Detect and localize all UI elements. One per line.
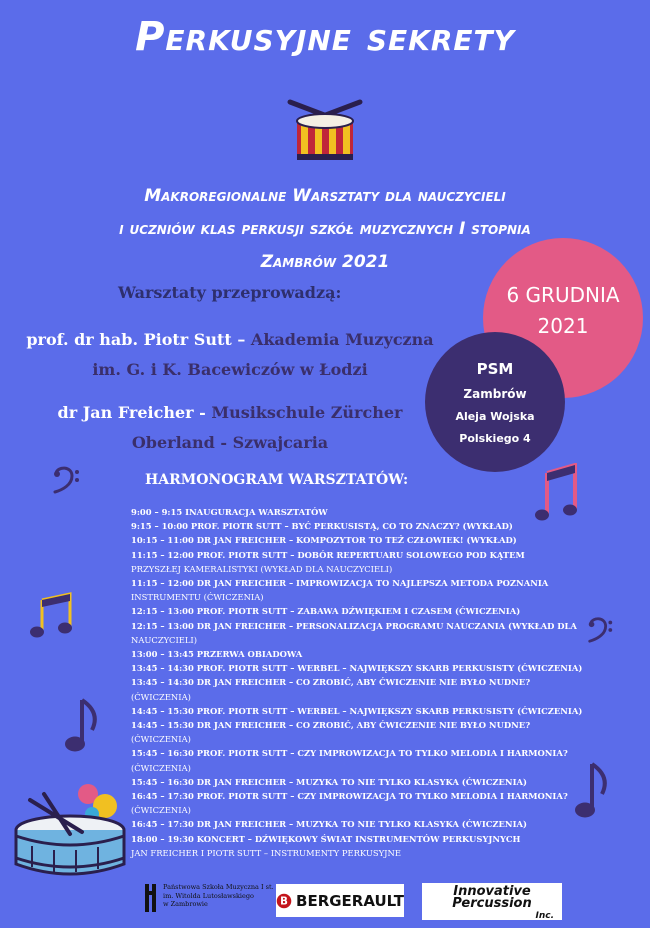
schedule-line: INSTRUMENTU (ĆWICZENIA) bbox=[131, 592, 264, 603]
schedule-line: NAUCZYCIELI) bbox=[131, 634, 198, 645]
poster-title: Perkusyjne sekrety bbox=[135, 14, 515, 60]
eighth-note-icon bbox=[572, 760, 612, 822]
innovative-line-1: Innovative bbox=[453, 884, 531, 899]
schedule-line: 10:15 – 11:00 DR JAN FREICHER – KOMPOZYTOR TO TEŻ CZŁOWIEK! (WYKŁAD) bbox=[131, 535, 517, 546]
psm-line-2: im. Witolda Lutosławskiego bbox=[163, 891, 254, 900]
subtitle-line-3: Zambrów 2021 bbox=[260, 252, 390, 272]
bergerault-b-icon bbox=[276, 890, 292, 912]
date-line-2: 2021 bbox=[537, 314, 589, 338]
bergerault-text: BERGERAULT bbox=[296, 891, 404, 910]
innovative-percussion-logo bbox=[422, 883, 562, 920]
schedule-line: 11:15 – 12:00 DR JAN FREICHER – IMPROWIZACJA TO NAJLEPSZA METODA POZNANIA bbox=[131, 578, 549, 589]
schedule-list bbox=[131, 505, 583, 860]
innovative-line-3: Inc. bbox=[535, 911, 554, 921]
schedule-line: (ĆWICZENIA) bbox=[131, 734, 191, 745]
instructor-name: dr Jan Freicher bbox=[57, 403, 194, 422]
schedule-line: (ĆWICZENIA) bbox=[131, 805, 191, 816]
drum-icon bbox=[285, 94, 365, 166]
svg-text:B: B bbox=[280, 896, 288, 908]
schedule-line: 14:45 – 15:30 PROF. PIOTR SUTT – WERBEL – NAJWIĘKSZY SKARB PERKUSISTY (ĆWICZENIA) bbox=[131, 705, 583, 716]
schedule-line: 16:45 – 17:30 PROF. PIOTR SUTT – CZY IMPROWIZACJA TO TYLKO MELODIA I HARMONIA? bbox=[131, 791, 568, 802]
instructor-org-line2: Oberland - Szwajcaria bbox=[131, 433, 329, 452]
instructor-org: Musikschule Zürcher bbox=[211, 403, 403, 422]
instructor-freicher bbox=[40, 398, 420, 458]
venue-circle bbox=[425, 332, 565, 472]
leaders-heading: Warsztaty przeprowadzą: bbox=[118, 283, 342, 302]
psm-logo bbox=[144, 883, 274, 913]
bass-clef-icon bbox=[585, 612, 615, 646]
innovative-line-2: Percussion bbox=[452, 896, 532, 911]
eighth-note-icon bbox=[62, 696, 102, 756]
schedule-line: 12:15 – 13:00 PROF. PIOTR SUTT – ZABAWA DŹWIĘKIEM I CZASEM (ĆWICZENIA) bbox=[131, 606, 521, 617]
venue-line-2: Zambrów bbox=[463, 387, 527, 401]
schedule-line: 16:45 – 17:30 DR JAN FREICHER – MUZYKA TO NIE TYLKO KLASYKA (ĆWICZENIA) bbox=[131, 819, 527, 830]
schedule-line: 13:45 – 14:30 DR JAN FREICHER – CO ZROBIĆ, ABY ĆWICZENIE NIE BYŁO NUDNE? bbox=[131, 677, 531, 688]
venue-line-3: Aleja Wojska Polskiego 4 bbox=[455, 410, 535, 445]
schedule-line: 18:00 – 19:30 KONCERT – DŹWIĘKOWY ŚWIAT INSTRUMENTÓW PERKUSYJNYCH bbox=[131, 833, 521, 844]
schedule-line: 13:00 – 13:45 PRZERWA OBIADOWA bbox=[131, 649, 303, 660]
schedule-line: 9:15 – 10:00 PROF. PIOTR SUTT – BYĆ PERKUSISTĄ, CO TO ZNACZY? (WYKŁAD) bbox=[131, 521, 513, 532]
schedule-line: 13:45 – 14:30 PROF. PIOTR SUTT – WERBEL – NAJWIĘKSZY SKARB PERKUSISTY (ĆWICZENIA) bbox=[131, 663, 583, 674]
psm-line-3: w Zambrowie bbox=[163, 900, 208, 908]
venue-line-1: PSM bbox=[476, 360, 514, 378]
subtitle-line-2: i uczniów klas perkusji szkół muzycznych I stopnia bbox=[119, 219, 531, 239]
schedule-line: 9:00 – 9:15 INAUGURACJA WARSZTATÓW bbox=[131, 507, 328, 517]
beamed-note-icon bbox=[28, 590, 74, 640]
schedule-line: 12:15 – 13:00 DR JAN FREICHER – PERSONALIZACJA PROGRAMU NAUCZANIA (WYKŁAD DLA bbox=[131, 620, 577, 631]
separator: – bbox=[231, 330, 251, 349]
schedule-line: (ĆWICZENIA) bbox=[131, 691, 191, 702]
instructor-org: Akademia Muzyczna bbox=[250, 330, 434, 349]
instructor-sutt bbox=[20, 325, 440, 385]
separator: - bbox=[193, 403, 212, 422]
psm-emblem-icon bbox=[144, 883, 158, 913]
schedule-line: 15:45 – 16:30 PROF. PIOTR SUTT – CZY IMPROWIZACJA TO TYLKO MELODIA I HARMONIA? bbox=[131, 748, 568, 759]
psm-line-1: Państwowa Szkoła Muzyczna I st. bbox=[163, 883, 274, 891]
subtitle-line-1: Makroregionalne Warsztaty dla nauczycieli bbox=[144, 186, 506, 206]
instructor-org-line2: im. G. i K. Bacewiczów w Łodzi bbox=[92, 360, 368, 379]
bass-clef-icon bbox=[50, 463, 82, 495]
date-line-1: 6 GRUDNIA bbox=[506, 283, 620, 307]
schedule-line: (ĆWICZENIA) bbox=[131, 762, 191, 773]
bergerault-logo bbox=[276, 884, 404, 917]
schedule-line: 11:15 – 12:00 PROF. PIOTR SUTT – DOBÓR REPERTUARU SOLOWEGO POD KĄTEM bbox=[131, 549, 525, 560]
schedule-line: 14:45 – 15:30 DR JAN FREICHER – CO ZROBIĆ, ABY ĆWICZENIE NIE BYŁO NUDNE? bbox=[131, 720, 531, 731]
instructor-name: prof. dr hab. Piotr Sutt bbox=[26, 330, 232, 349]
schedule-line: PRZYSZŁEJ KAMERALISTYKI (WYKŁAD DLA NAUCZYCIELI) bbox=[131, 563, 393, 574]
snare-drum-icon bbox=[10, 772, 135, 884]
schedule-line: 15:45 – 16:30 DR JAN FREICHER – MUZYKA TO NIE TYLKO KLASYKA (ĆWICZENIA) bbox=[131, 776, 527, 787]
schedule-heading: HARMONOGRAM WARSZTATÓW: bbox=[145, 472, 409, 488]
schedule-line: JAN FREICHER I PIOTR SUTT – INSTRUMENTY PERKUSYJNE bbox=[131, 847, 401, 858]
